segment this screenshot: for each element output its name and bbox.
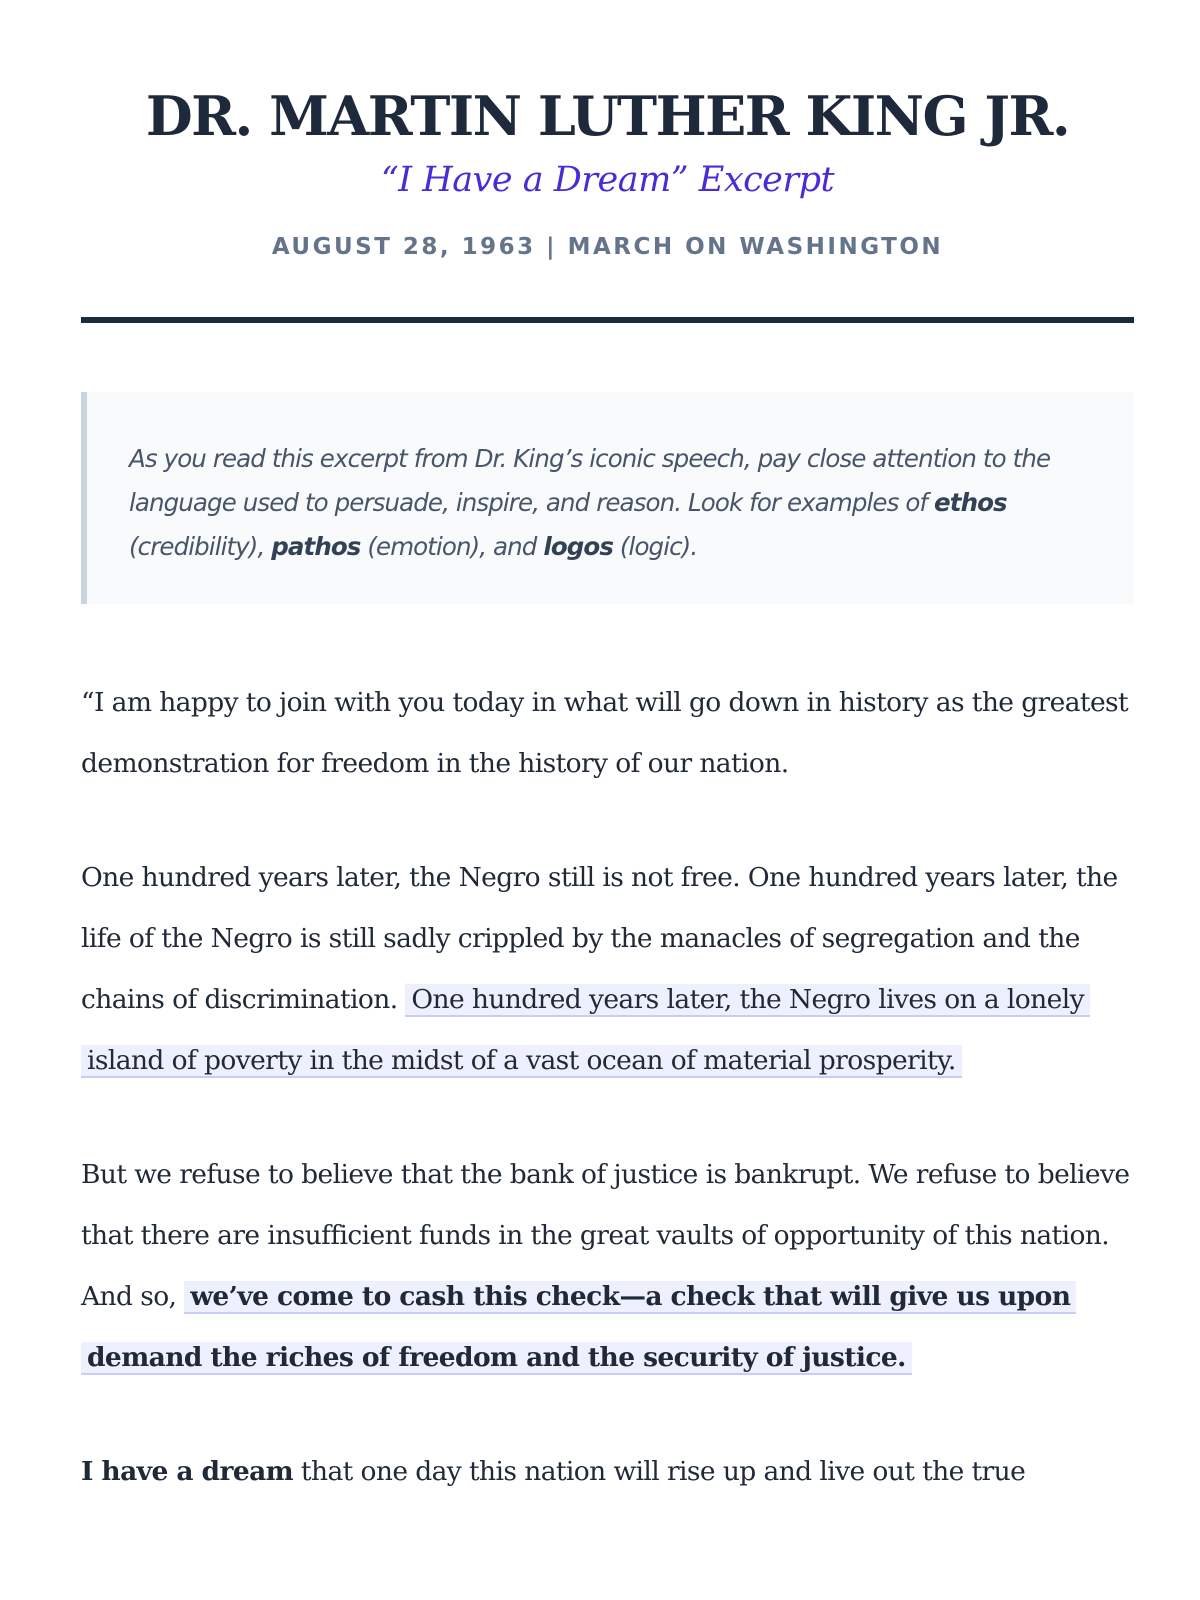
page-subtitle: “I Have a Dream” Excerpt [380, 160, 835, 200]
term-pathos: pathos [271, 532, 361, 561]
paragraph-1 [81, 672, 1134, 794]
term-ethos: ethos [934, 488, 1007, 517]
term-logos: logos [543, 532, 614, 561]
speech-excerpt [81, 672, 1134, 1555]
date-location: AUGUST 28, 1963 | MARCH ON WASHINGTON [271, 234, 944, 260]
paragraph-2 [81, 847, 1134, 1091]
paragraph-4 [81, 1441, 1134, 1502]
def-pathos: (emotion), and [360, 532, 544, 561]
paragraph-2-text: One hundred years later, the Negro still is not free. One hundred years later, the life of the Negro is still sadly crippled by the manacles of segregation and the chains of discrimination. [81, 862, 1118, 1015]
def-logos: (logic). [613, 532, 698, 561]
reading-note [81, 392, 1134, 604]
page-header [81, 0, 1134, 262]
paragraph-4-text: that one day this nation will rise up and live out the true [293, 1456, 1026, 1487]
paragraph-3 [81, 1144, 1134, 1388]
speech-page [81, 0, 1134, 1487]
highlight-island-of-poverty: One hundred years later, the Negro lives on a lonely island of poverty in the midst of a vast ocean of material prosperity. [81, 984, 1090, 1078]
paragraph-3-text: But we refuse to believe that the bank of justice is bankrupt. We refuse to believe that there are insufficient funds in the great vaults of opportunity of this nation. And so, [81, 1159, 1130, 1312]
header-divider [81, 317, 1134, 323]
highlight-cash-this-check: we’ve come to cash this check—a check that will give us upon demand the riches of freedom and the security of justice. [81, 1281, 1076, 1375]
page-title: DR. MARTIN LUTHER KING JR. [145, 84, 1070, 148]
def-ethos: (credibility), [129, 532, 272, 561]
note-intro: As you read this excerpt from Dr. King’s iconic speech, pay close attention to the language used to persuade, inspire, and reason. Look for examples of [129, 444, 1051, 517]
i-have-a-dream-phrase: I have a dream [81, 1456, 294, 1487]
paragraph-1-text: “I am happy to join with you today in what will go down in history as the greatest demonstration for freedom in the history of our nation. [81, 687, 1129, 779]
